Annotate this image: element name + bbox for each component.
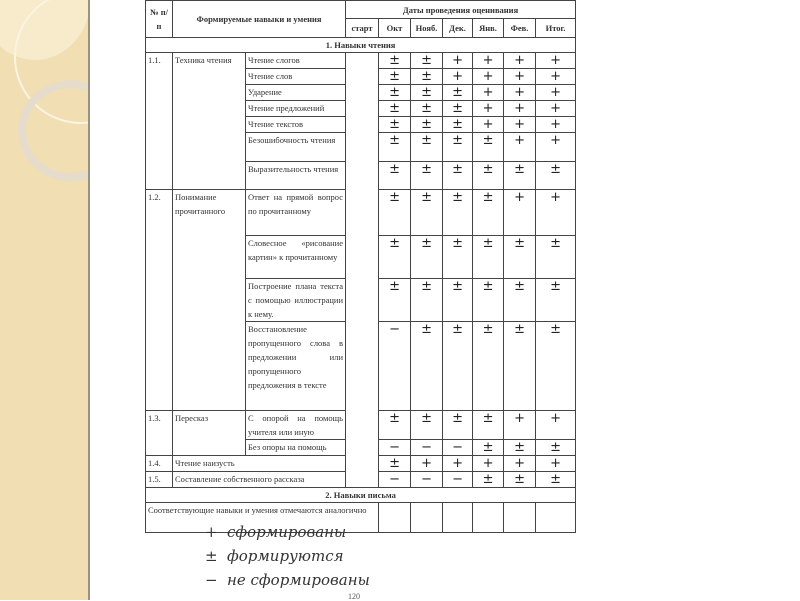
mark-cell: + <box>504 133 536 162</box>
mark-cell: ± <box>473 472 504 488</box>
mark-cell: + <box>536 85 576 101</box>
group-number: 1.3. <box>146 411 173 456</box>
skill-label: Чтение текстов <box>246 117 346 133</box>
mark-cell: ± <box>443 190 473 236</box>
mark-cell: ± <box>473 190 504 236</box>
mark-cell: + <box>504 101 536 117</box>
mark-cell: ± <box>536 322 576 411</box>
mark-cell: + <box>504 53 536 69</box>
mark-cell: ± <box>379 69 411 85</box>
mark-cell: + <box>473 69 504 85</box>
mark-cell: ± <box>379 190 411 236</box>
mark-cell: − <box>379 322 411 411</box>
legend-item <box>205 520 370 544</box>
legend-text: формируются <box>227 547 344 565</box>
mark-cell: ± <box>473 236 504 279</box>
mark-cell: ± <box>379 85 411 101</box>
skill-label: Ударение <box>246 85 346 101</box>
legend-item <box>205 568 370 592</box>
mark-cell: ± <box>411 85 443 101</box>
legend-symbol: + <box>205 523 218 541</box>
legend-symbol: ± <box>205 547 218 565</box>
group-number: 1.4. <box>146 456 173 472</box>
mark-cell: + <box>504 411 536 440</box>
skill-label: Без опоры на помощь <box>246 440 346 456</box>
mark-cell: ± <box>411 69 443 85</box>
mark-cell: + <box>536 411 576 440</box>
skill-label: Чтение предложений <box>246 101 346 117</box>
mark-cell: + <box>443 69 473 85</box>
mark-cell: + <box>536 53 576 69</box>
mark-cell: ± <box>379 162 411 190</box>
mark-cell: ± <box>443 322 473 411</box>
mark-cell: + <box>473 456 504 472</box>
mark-cell: + <box>473 117 504 133</box>
legend <box>205 520 370 592</box>
mark-cell: + <box>536 456 576 472</box>
skill-label: Чтение слогов <box>246 53 346 69</box>
legend-text: не сформированы <box>227 571 370 589</box>
legend-text: сформированы <box>227 523 347 541</box>
mark-cell: ± <box>411 411 443 440</box>
mark-cell: + <box>504 85 536 101</box>
mark-cell: ± <box>379 117 411 133</box>
mark-cell: ± <box>411 236 443 279</box>
mark-cell: ± <box>379 236 411 279</box>
mark-cell: + <box>473 101 504 117</box>
header-num: № п/п <box>146 1 173 38</box>
skill-label: Безошибочность чтения <box>246 133 346 162</box>
mark-cell: ± <box>411 190 443 236</box>
mark-cell: − <box>411 440 443 456</box>
mark-cell: − <box>411 472 443 488</box>
legend-item <box>205 544 370 568</box>
header-col: Янв. <box>473 19 504 38</box>
legend-symbol: − <box>205 571 218 589</box>
start-column <box>346 53 379 488</box>
mark-cell: ± <box>536 162 576 190</box>
mark-cell: ± <box>443 411 473 440</box>
mark-cell: + <box>443 456 473 472</box>
mark-cell: − <box>379 472 411 488</box>
skill-label: Выразительность чтения <box>246 162 346 190</box>
header-col: Фев. <box>504 19 536 38</box>
mark-cell: ± <box>536 440 576 456</box>
mark-cell: ± <box>379 53 411 69</box>
mark-cell: ± <box>473 162 504 190</box>
group-name: Пересказ <box>173 411 246 456</box>
mark-cell: + <box>473 85 504 101</box>
empty-mark-cell <box>379 503 411 533</box>
page-number: 120 <box>348 592 360 601</box>
group-number: 1.5. <box>146 472 173 488</box>
skill-label: Ответ на прямой вопрос по прочитанному <box>246 190 346 236</box>
mark-cell: + <box>473 53 504 69</box>
section-title: 1. Навыки чтения <box>146 38 576 53</box>
header-col: Окт <box>379 19 411 38</box>
mark-cell: ± <box>443 117 473 133</box>
mark-cell: − <box>443 472 473 488</box>
mark-cell: + <box>536 69 576 85</box>
mark-cell: ± <box>504 440 536 456</box>
mark-cell: ± <box>473 322 504 411</box>
mark-cell: ± <box>379 133 411 162</box>
mark-cell: + <box>504 190 536 236</box>
mark-cell: ± <box>443 279 473 322</box>
mark-cell: ± <box>411 322 443 411</box>
mark-cell: + <box>504 456 536 472</box>
mark-cell: + <box>411 456 443 472</box>
header-col: Итог. <box>536 19 576 38</box>
mark-cell: ± <box>443 236 473 279</box>
group-name: Чтение наизусть <box>173 456 346 472</box>
empty-mark-cell <box>443 503 473 533</box>
mark-cell: + <box>443 53 473 69</box>
mark-cell: ± <box>504 322 536 411</box>
assessment-document <box>145 0 575 533</box>
mark-cell: ± <box>504 236 536 279</box>
mark-cell: ± <box>473 440 504 456</box>
mark-cell: ± <box>411 279 443 322</box>
mark-cell: ± <box>536 472 576 488</box>
header-dates: Даты проведения оценивания <box>346 1 576 19</box>
mark-cell: + <box>504 69 536 85</box>
empty-mark-cell <box>473 503 504 533</box>
header-col: старт <box>346 19 379 38</box>
slide-decor-panel <box>0 0 90 600</box>
empty-mark-cell <box>411 503 443 533</box>
mark-cell: ± <box>536 236 576 279</box>
empty-mark-cell <box>504 503 536 533</box>
mark-cell: ± <box>443 101 473 117</box>
mark-cell: ± <box>379 101 411 117</box>
mark-cell: ± <box>504 279 536 322</box>
header-col: Дек. <box>443 19 473 38</box>
mark-cell: ± <box>411 117 443 133</box>
mark-cell: ± <box>504 162 536 190</box>
skill-label: Чтение слов <box>246 69 346 85</box>
mark-cell: ± <box>443 133 473 162</box>
mark-cell: ± <box>411 53 443 69</box>
mark-cell: ± <box>379 411 411 440</box>
skill-label: С опорой на помощь учителя или иную <box>246 411 346 440</box>
group-name: Составление собственного рассказа <box>173 472 346 488</box>
skill-label: Восстановление пропущенного слова в предложении или пропущенного предложения в тексте <box>246 322 346 411</box>
mark-cell: + <box>536 117 576 133</box>
mark-cell: ± <box>379 279 411 322</box>
skills-table <box>145 0 576 533</box>
group-name: Техника чтения <box>173 53 246 190</box>
mark-cell: ± <box>473 411 504 440</box>
mark-cell: − <box>443 440 473 456</box>
mark-cell: + <box>536 101 576 117</box>
section-title: 2. Навыки письма <box>146 488 576 503</box>
mark-cell: ± <box>411 162 443 190</box>
mark-cell: ± <box>504 472 536 488</box>
mark-cell: ± <box>411 133 443 162</box>
mark-cell: ± <box>536 279 576 322</box>
group-number: 1.1. <box>146 53 173 190</box>
section-note: Соответствующие навыки и умения отмечаются аналогично <box>146 503 379 533</box>
mark-cell: ± <box>473 279 504 322</box>
mark-cell: ± <box>411 101 443 117</box>
table-row <box>146 53 576 69</box>
empty-mark-cell <box>536 503 576 533</box>
skill-label: Построение плана текста с помощью иллюстрации к нему. <box>246 279 346 322</box>
header-col: Нояб. <box>411 19 443 38</box>
mark-cell: ± <box>473 133 504 162</box>
mark-cell: + <box>536 190 576 236</box>
mark-cell: − <box>379 440 411 456</box>
skill-label: Словесное «рисование картин» к прочитанному <box>246 236 346 279</box>
mark-cell: ± <box>443 85 473 101</box>
group-number: 1.2. <box>146 190 173 411</box>
header-skills: Формируемые навыки и умения <box>173 1 346 38</box>
mark-cell: + <box>504 117 536 133</box>
group-name: Понимание прочитанного <box>173 190 246 411</box>
mark-cell: ± <box>443 162 473 190</box>
mark-cell: ± <box>379 456 411 472</box>
mark-cell: + <box>536 133 576 162</box>
